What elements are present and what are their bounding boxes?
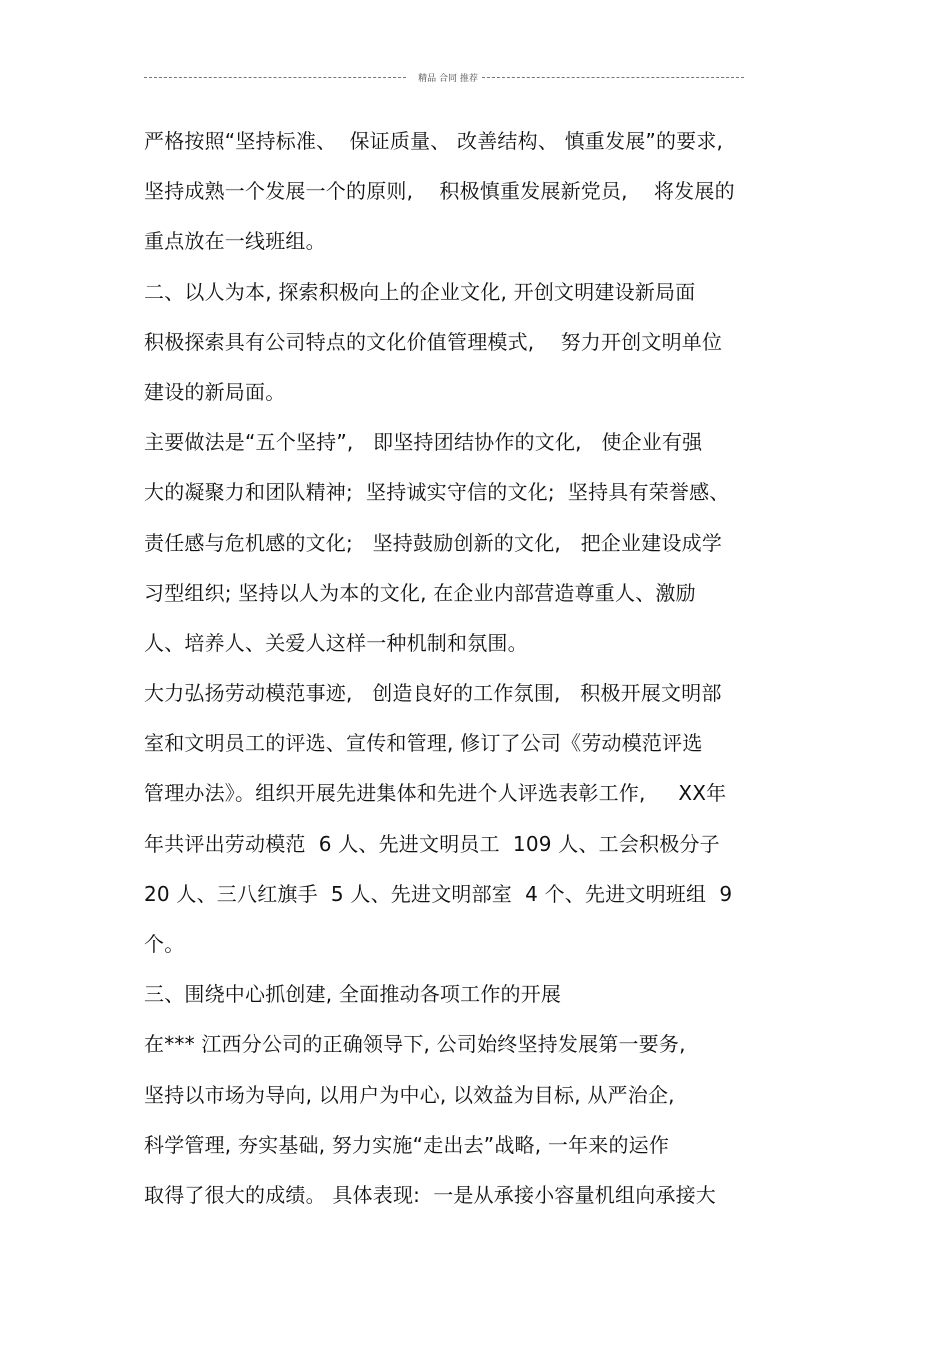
page-header (144, 70, 744, 84)
text-line: 积极探索具有公司特点的文化价值管理模式, 努力开创文明单位 (144, 329, 723, 354)
body-text (144, 120, 824, 1224)
text-line: 20 人、三八红旗手 5 人、先进文明部室 4 个、先进文明班组 9 (144, 881, 733, 906)
text-line: 科学管理, 夯实基础, 努力实施“走出去”战略, 一年来的运作 (144, 1132, 670, 1157)
text-line: 坚持成熟一个发展一个的原则, 积极慎重发展新党员, 将发展的 (144, 179, 735, 204)
text-line: 室和文明员工的评选、宣传和管理, 修订了公司《劳动模范评选 (144, 731, 703, 756)
text-line: 坚持以市场为导向, 以用户为中心, 以效益为目标, 从严治企, (144, 1082, 675, 1107)
text-line: 大力弘扬劳动模范事迹, 创造良好的工作氛围, 积极开展文明部 (144, 681, 722, 706)
section-heading: 二、以人为本, 探索积极向上的企业文化, 开创文明建设新局面 (144, 279, 696, 304)
text-line: 大的凝聚力和团队精神; 坚持诚实守信的文化; 坚持具有荣誉感、 (144, 480, 730, 505)
text-line: 习型组织; 坚持以人为本的文化, 在企业内部营造尊重人、激励 (144, 580, 696, 605)
text-line: 个。 (144, 932, 185, 956)
text-line: 主要做法是“五个坚持”, 即坚持团结协作的文化, 使企业有强 (144, 430, 703, 455)
header-rule-right (482, 77, 744, 78)
text-line: 重点放在一线班组。 (144, 229, 326, 254)
text-line: 严格按照“坚持标准、 保证质量、 改善结构、 慎重发展”的要求, (144, 129, 724, 153)
header-title: 精品 合同 推荐 (418, 73, 478, 84)
text-line: 责任感与危机感的文化; 坚持鼓励创新的文化, 把企业建设成学 (144, 530, 723, 555)
text-line: 在*** 江西分公司的正确领导下, 公司始终坚持发展第一要务, (144, 1032, 686, 1057)
text-line: 年共评出劳动模范 6 人、先进文明员工 109 人、工会积极分子 (144, 831, 720, 856)
header-rule-left (144, 77, 406, 78)
text-line: 建设的新局面。 (144, 379, 286, 404)
text-line: 取得了很大的成绩。 具体表现: 一是从承接小容量机组向承接大 (144, 1182, 717, 1207)
text-line: 管理办法》。组织开展先进集体和先进个人评选表彰工作, XX年 (144, 781, 727, 806)
section-heading: 三、围绕中心抓创建, 全面推动各项工作的开展 (144, 982, 562, 1007)
text-line: 人、培养人、关爱人这样一种机制和氛围。 (144, 630, 528, 655)
